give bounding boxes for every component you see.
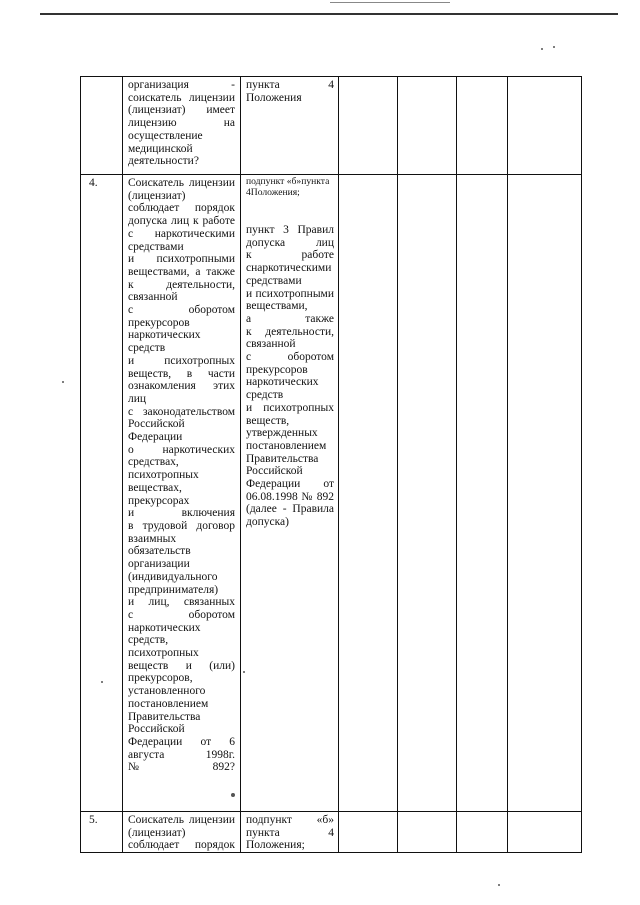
- cell-line: средствах,: [128, 456, 179, 469]
- question-line: осуществление: [128, 129, 203, 142]
- cell-line: снаркотическими: [246, 262, 332, 275]
- col-border: [122, 76, 123, 853]
- scan-speck: [62, 381, 64, 383]
- cell-line: и психотропными: [128, 253, 235, 266]
- cell-line: средств: [128, 342, 166, 355]
- row-number: 5.: [89, 814, 98, 826]
- cell-line: средств,: [128, 634, 169, 647]
- cell-line: Федерации от: [246, 478, 334, 491]
- cell-line: обязательств: [128, 545, 191, 558]
- top-rule: [40, 13, 618, 15]
- question-line: соискатель лицензии: [128, 91, 235, 104]
- cell-line: в трудовой договор: [128, 519, 235, 532]
- reference-cell: [246, 224, 334, 529]
- cell-line: и включения: [128, 507, 235, 520]
- cell-line: Федерации: [128, 431, 183, 444]
- cell-line: и психотропных: [128, 354, 235, 367]
- cell-line: веществах,: [128, 481, 182, 494]
- cell-line: Положения;: [250, 187, 300, 198]
- cell-line: средствами: [246, 274, 302, 287]
- cell-line: № 892?: [128, 761, 235, 774]
- cell-line: с оборотом: [128, 608, 235, 621]
- reference-cell: [246, 79, 334, 104]
- cell-line: Правительства: [128, 710, 201, 723]
- cell-line: постановлением: [246, 439, 327, 452]
- cell-line: предпринимателя): [128, 583, 219, 596]
- cell-line: допуска лиц к работе: [128, 215, 235, 228]
- top-rule-faint: [330, 2, 450, 3]
- cell-line: Положения;: [246, 839, 305, 852]
- cell-line: с оборотом: [246, 351, 334, 364]
- question-line: организация -: [128, 79, 235, 91]
- question-line: деятельности?: [128, 155, 199, 168]
- cell-line: психотропных: [128, 647, 199, 660]
- cell-line: и психотропных: [246, 401, 334, 414]
- col-border: [456, 76, 457, 853]
- cell-line: связанной: [128, 291, 178, 304]
- cell-line: Соискатель лицензии: [128, 177, 235, 189]
- cell-line: с оборотом: [128, 304, 235, 317]
- col-border: [507, 76, 508, 853]
- question-line: медицинской: [128, 142, 193, 155]
- cell-line: допуска): [246, 516, 289, 529]
- cell-line: допуска лиц: [246, 236, 334, 249]
- cell-line: с наркотическими: [128, 227, 235, 240]
- cell-line: к деятельности,: [246, 325, 334, 338]
- scan-speck: [101, 681, 103, 683]
- row-number: 4.: [89, 177, 98, 189]
- cell-line: и психотропными: [246, 287, 334, 300]
- cell-line: организации: [128, 558, 190, 571]
- cell-line: прекурсоров,: [128, 672, 193, 685]
- col-border: [338, 76, 339, 853]
- scan-speck: [553, 46, 555, 48]
- cell-line: (индивидуального: [128, 570, 218, 583]
- cell-line: августа 1998г.: [128, 748, 235, 761]
- cell-line: Соискатель лицензии: [128, 814, 235, 826]
- cell-line: веществ, в части: [128, 367, 235, 380]
- col-border: [581, 76, 582, 853]
- cell-line: наркотических: [128, 621, 201, 634]
- cell-line: прекурсорах: [128, 494, 190, 507]
- cell-line: Российской: [128, 723, 185, 736]
- question-cell: [128, 79, 235, 168]
- reference-line: пункта 4: [246, 79, 334, 91]
- cell-line: подпункт «б»: [246, 814, 334, 826]
- cell-line: Российской: [246, 465, 303, 478]
- cell-line: веществами,: [246, 300, 308, 313]
- cell-line: а также: [246, 312, 334, 325]
- cell-line: пункт 3 Правил: [246, 224, 334, 236]
- cell-line: соблюдает порядок: [128, 839, 235, 852]
- cell-line: (далее - Правила: [246, 503, 334, 516]
- cell-line: Федерации от 6: [128, 735, 235, 748]
- cell-line: психотропных: [128, 469, 199, 482]
- cell-line: подпункт «б»: [246, 176, 302, 187]
- cell-line: утвержденных: [246, 427, 318, 440]
- cell-line: установленного: [128, 685, 206, 698]
- cell-line: средств: [246, 389, 284, 402]
- question-cell: [128, 177, 235, 774]
- scan-speck: [243, 671, 245, 673]
- cell-line: постановлением: [128, 697, 209, 710]
- cell-line: веществ,: [246, 414, 290, 427]
- cell-line: Российской: [128, 418, 185, 431]
- cell-line: о наркотических: [128, 443, 235, 456]
- cell-line: наркотических: [128, 329, 201, 342]
- question-line: (лицензиат) имеет: [128, 104, 235, 117]
- cell-line: связанной: [246, 338, 296, 351]
- cell-line: пункта 4: [246, 176, 330, 198]
- reference-cell-short: [246, 176, 336, 198]
- cell-line: пункта 4: [246, 826, 334, 839]
- cell-line: с законодательством: [128, 405, 235, 418]
- cell-line: веществ и (или): [128, 659, 235, 672]
- scan-speck: [541, 48, 543, 50]
- col-border: [240, 76, 241, 853]
- question-cell: [128, 814, 235, 852]
- cell-line: веществами, а также: [128, 265, 235, 278]
- cell-line: и лиц, связанных: [128, 596, 235, 609]
- scan-speck: [498, 884, 500, 886]
- col-border: [80, 76, 81, 853]
- reference-cell: [246, 814, 334, 852]
- cell-line: (лицензиат): [128, 826, 186, 839]
- col-border: [397, 76, 398, 853]
- cell-line: прекурсоров: [128, 316, 190, 329]
- scan-speck: [231, 793, 235, 797]
- cell-line: Правительства: [246, 452, 319, 465]
- cell-line: ознакомления этих: [128, 380, 235, 393]
- cell-line: взаимных: [128, 532, 177, 545]
- cell-line: (лицензиат): [128, 189, 186, 202]
- cell-line: 06.08.1998 № 892: [246, 490, 334, 503]
- cell-line: соблюдает порядок: [128, 202, 235, 215]
- cell-line: к работе: [246, 249, 334, 262]
- reference-line: Положения: [246, 91, 302, 104]
- cell-line: наркотических: [246, 376, 319, 389]
- cell-line: прекурсоров: [246, 363, 308, 376]
- cell-line: лиц: [128, 392, 147, 405]
- cell-line: средствами: [128, 240, 184, 253]
- cell-line: к деятельности,: [128, 278, 235, 291]
- question-line: лицензию на: [128, 117, 235, 130]
